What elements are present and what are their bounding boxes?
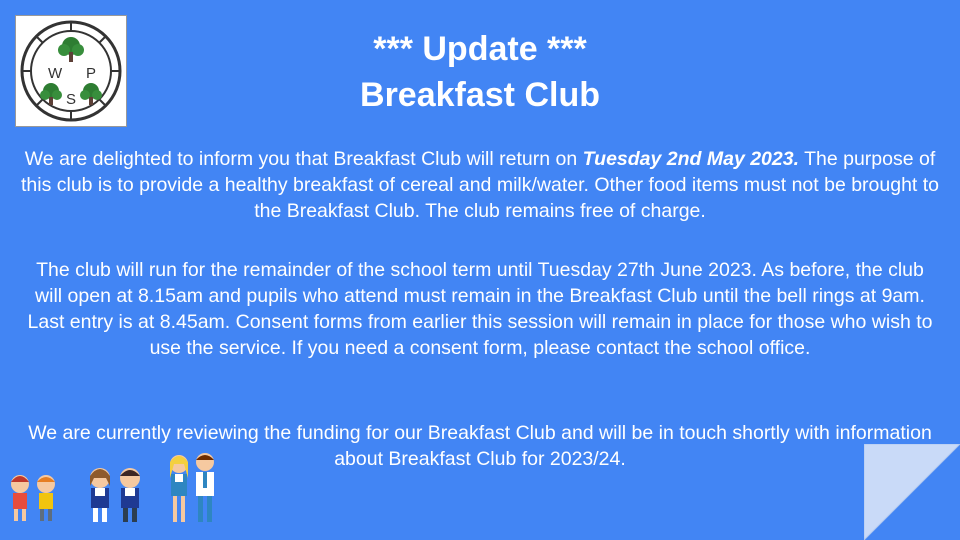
school-logo <box>15 15 127 127</box>
school-crest-icon <box>18 18 124 124</box>
intro-text-cont: The purpose of this club is to provide a healthy breakfast of cereal and milk/water. Other food items must not be brought to the Breakfast Club. The club remains free of charge. <box>20 148 940 222</box>
return-date: Tuesday 2nd May 2023. <box>582 148 800 170</box>
title-breakfast-club: Breakfast Club <box>360 76 600 114</box>
title-update: *** Update *** <box>373 30 587 68</box>
paragraph-funding: We are currently reviewing the funding for our Breakfast Club and will be in touch shortly with information about Breakfast Club for 2023/24. <box>28 422 932 470</box>
children-clipart-icon <box>4 448 224 530</box>
paragraph-schedule: The club will run for the remainder of the school term until Tuesday 27th June 2023. As before, the club will open at 8.15am and pupils who attend must remain in the Breakfast Club until the bell rings at 9am. Last entry is at 8.45am. Consent forms from earlier this session will remain in place for those who wish to use the service. If you need a consent form, please contact the school office. <box>27 259 933 359</box>
page-fold-icon <box>864 444 960 540</box>
svg-text:P: P <box>86 65 97 82</box>
intro-text: We are delighted to inform you that Breakfast Club will return on <box>24 148 583 170</box>
svg-text:W: W <box>48 65 63 82</box>
paragraph-intro <box>20 146 940 224</box>
svg-text:S: S <box>66 91 77 108</box>
